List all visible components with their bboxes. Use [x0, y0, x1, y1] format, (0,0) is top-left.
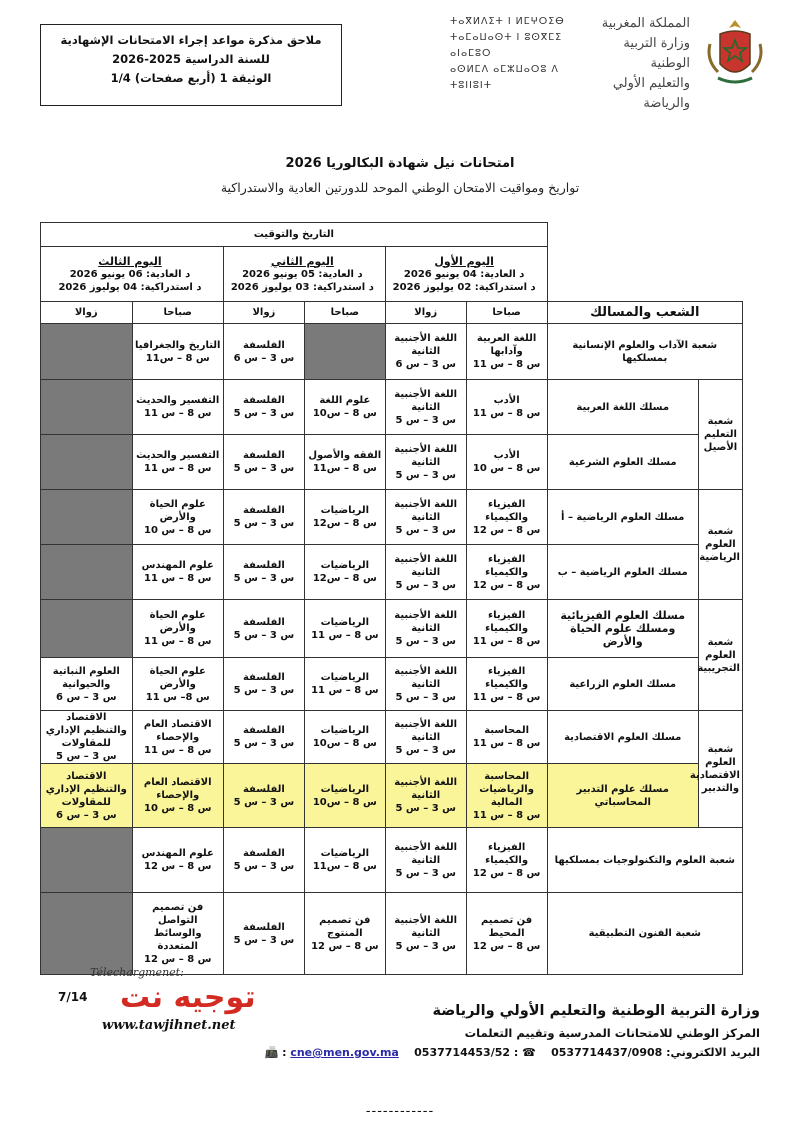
exam-cell [385, 711, 466, 764]
exam-time: س 8 – س 11 [472, 636, 541, 647]
exam-time: س 3 – س 5 [233, 629, 295, 641]
exam-time: س 8 – س 10 [144, 803, 212, 814]
exam-subject: اللغة الأجنبية الثانية [394, 443, 458, 468]
exam-cell [466, 380, 547, 435]
exam-subject: الفلسفة [242, 848, 285, 859]
exam-subject: الفيزياء والكيمياء [485, 665, 529, 690]
stream-riyadiya: شعبة العلوم الرياضية [698, 490, 742, 600]
exam-cell [466, 658, 547, 711]
track-math-a: مسلك العلوم الرياضية – أ [547, 490, 698, 545]
day-1-morning-header: صباحا [466, 302, 547, 324]
exam-subject: علوم الحياة والأرض [149, 498, 206, 523]
exam-cell [132, 828, 223, 893]
exam-subject: فن تصميم التواصل والوسائط المتعددة [152, 902, 204, 952]
exam-time: س 3 – س 6 [395, 359, 456, 370]
exam-cell [385, 435, 466, 490]
exam-time: س 3 – س 5 [233, 518, 295, 529]
download-label: Télechargmenet: [90, 966, 184, 979]
exam-cell [223, 658, 304, 711]
exam-time: س 3 – س 5 [395, 744, 456, 756]
empty-exam-cell [41, 380, 133, 435]
exam-time: س 8 – س 11 [472, 738, 541, 749]
page-end-dashes: ------------ [365, 1104, 435, 1119]
stream-asil: شعبة التعليم الأصيل [698, 380, 742, 490]
empty-exam-cell [41, 893, 133, 975]
kingdom-emblem-icon [700, 14, 770, 94]
table-row [41, 600, 743, 658]
exam-cell [223, 600, 304, 658]
exam-subject: الرياضيات [320, 672, 370, 683]
reference-line-3: الوثيقة 1 (أربع صفحات) 1/4 [110, 71, 272, 85]
track-economics: مسلك العلوم الاقتصادية [547, 711, 698, 764]
exam-subject: الأدب [493, 450, 520, 461]
exam-cell [304, 380, 385, 435]
exam-cell [466, 490, 547, 545]
exam-time: س 3 – س 6 [56, 691, 117, 703]
exam-cell [385, 893, 466, 975]
exam-time: س 8 – س 12 [311, 941, 379, 952]
exam-time: س 8 – س 12 [144, 861, 212, 872]
reference-line-2: للسنة الدراسية 2025-2026 [112, 52, 270, 66]
exam-time: س 8 – س 11 [472, 359, 541, 370]
exam-subject: التفسير والحديث [136, 450, 220, 461]
stream-tajribiya: شعبة العلوم التجريبية [698, 600, 742, 711]
empty-exam-cell [41, 435, 133, 490]
exam-cell [466, 600, 547, 658]
exam-cell [466, 435, 547, 490]
exam-subject: الرياضيات [320, 505, 370, 516]
exam-cell [223, 893, 304, 975]
exam-cell [385, 545, 466, 600]
exam-cell [132, 490, 223, 545]
exam-subject: علوم اللغة [319, 395, 371, 406]
day-3-name: اليوم الثالث [98, 254, 162, 268]
exam-cell [304, 658, 385, 711]
tifinagh-line-3: ⴰⵙⵍⵎⴷ ⴰⵎⵣⵡⴰⵔⵓ ⴷ ⵜⵓⵏⵏⵓⵏⵜ [450, 64, 559, 91]
exam-time: س 3 – س 6 [233, 352, 295, 364]
exam-time: س 8– س 11 [145, 691, 210, 703]
exam-cell [223, 545, 304, 600]
exam-time: س 3 – س 5 [233, 934, 295, 946]
kingdom-name: المملكة المغربية [601, 16, 690, 31]
table-row [41, 324, 743, 380]
exam-cell [132, 435, 223, 490]
date-time-header: التاريخ والتوقيت [41, 223, 548, 247]
email-link[interactable]: cne@men.gov.ma [290, 1046, 399, 1059]
site-link[interactable]: www.tawjihnet.net [102, 1018, 236, 1033]
exam-subject: الاقتصاد والتنظيم الإداري للمقاولات [45, 712, 127, 749]
exam-subject: اللغة الأجنبية الثانية [394, 718, 458, 743]
exam-time: س 8 – س 11 [472, 809, 541, 821]
exam-cell [223, 490, 304, 545]
exam-time: س 3 – س 5 [395, 414, 456, 426]
stream-adab: شعبة الآداب والعلوم الإنسانية بمسلكيها [547, 324, 742, 380]
exam-time: س 3 – س 5 [395, 803, 456, 814]
empty-exam-cell [41, 490, 133, 545]
exam-cell [223, 828, 304, 893]
exam-subject: الفلسفة [242, 672, 285, 683]
exam-time: س 8 – س10 [312, 796, 377, 808]
exam-time: س 8 – س 10 [472, 463, 541, 474]
exam-subject: الاقتصاد والتنظيم الإداري للمقاولات [45, 770, 127, 808]
exam-cell [41, 658, 133, 711]
exam-subject: الاقتصاد العام والإحصاء [143, 777, 212, 801]
phone-number: 0537714453/52 : ☎ [414, 1046, 536, 1059]
exam-time: س 3 – س 5 [395, 941, 456, 952]
exam-subject: التاريخ والجغرافيا [134, 339, 221, 351]
exam-subject: الرياضيات [320, 725, 370, 736]
exam-cell [304, 435, 385, 490]
exam-cell [466, 711, 547, 764]
exam-subject: علوم الحياة والأرض [149, 610, 206, 634]
exam-time: س 8 – س 11 [144, 463, 212, 474]
exam-cell [385, 324, 466, 380]
exam-subject: العلوم النباتية والحيوانية [52, 665, 120, 690]
exam-cell [466, 324, 547, 380]
exam-cell [132, 545, 223, 600]
exam-subject: فن تصميم المحيط [480, 915, 533, 939]
tifinagh-line-1: ⵜⴰⴳⵍⴷⵉⵜ ⵏ ⵍⵎⵖⵔⵉⴱ [450, 16, 565, 27]
track-sharia: مسلك العلوم الشرعية [547, 435, 698, 490]
empty-exam-cell [41, 324, 133, 380]
fax-number: 0537714437/0908 : 📠 [264, 1046, 663, 1059]
exam-cell [385, 658, 466, 711]
document-reference-box [40, 24, 342, 106]
day-2-normal-date: د العادية: 05 يونيو 2026 [242, 268, 363, 280]
exam-time: س 8 – س10 [312, 738, 377, 749]
exam-subject: الفلسفة [242, 921, 285, 933]
exam-time: س 3 – س 5 [395, 524, 456, 536]
day-3-morning-header: صباحا [132, 302, 223, 324]
exam-subject: المحاسبة [484, 725, 530, 736]
reference-line-1: ملاحق مذكرة مواعد إجراء الامتحانات الإشهادية [60, 33, 322, 47]
exam-subject: التفسير والحديث [136, 395, 220, 406]
exam-subject: اللغة الأجنبية الثانية [394, 665, 458, 690]
exam-time: س 3 – س 5 [395, 579, 456, 591]
exam-subject: علوم الحياة والأرض [149, 665, 206, 690]
email-label: البريد الالكتروني: [666, 1046, 760, 1059]
table-row [41, 545, 743, 600]
empty-exam-cell [41, 828, 133, 893]
exam-subject: الرياضيات [320, 616, 370, 628]
table-row [41, 828, 743, 893]
table-row [41, 380, 743, 435]
exam-cell [132, 324, 223, 380]
exam-subject: اللغة الأجنبية الثانية [394, 388, 458, 413]
exam-time: س 8 – س 11 [472, 408, 541, 419]
exam-cell [304, 545, 385, 600]
exam-time: س 3 – س 5 [395, 867, 456, 879]
track-agri: مسلك العلوم الزراعية [547, 658, 698, 711]
day-1-header [385, 247, 547, 302]
exam-cell [223, 324, 304, 380]
exam-cell [385, 600, 466, 658]
exam-subject: الفلسفة [242, 783, 285, 795]
day-1-afternoon-header: زوالا [385, 302, 466, 324]
ministry-name: وزارة التربية الوطنية [623, 36, 690, 71]
exam-time: س 3 – س 5 [395, 691, 456, 703]
exam-subject: الفيزياء والكيمياء [485, 610, 529, 634]
exam-subject: اللغة الأجنبية الثانية [394, 498, 458, 523]
day-1-name: اليوم الأول [434, 254, 494, 268]
exam-time: س 3 – س 5 [233, 573, 295, 584]
empty-corner [547, 223, 742, 302]
exam-subject: علوم المهندس [141, 560, 214, 571]
day-2-afternoon-header: زوالا [223, 302, 304, 324]
exam-cell [304, 711, 385, 764]
exam-cell [304, 600, 385, 658]
exam-time: س 3 – س 5 [233, 685, 295, 696]
exam-time: س 3 – س 5 [395, 469, 456, 481]
exam-time: س 8 – س11 [312, 861, 377, 872]
day-2-morning-header: صباحا [304, 302, 385, 324]
exam-cell [41, 711, 133, 764]
exam-subject: اللغة العربية وآدابها [476, 333, 537, 357]
exam-time: س 3 – س 6 [56, 809, 117, 821]
exam-time: س 8 – س 12 [472, 941, 541, 952]
exam-cell [223, 380, 304, 435]
stream-iqtisadiya: شعبة العلوم الاقتصادية والتدبير [698, 711, 742, 828]
exam-subject: الفلسفة [242, 450, 285, 461]
exam-time: س 8 – س10 [312, 408, 377, 419]
track-math-b: مسلك العلوم الرياضية – ب [547, 545, 698, 600]
exam-schedule-table [40, 222, 743, 975]
day-2-header [223, 247, 385, 302]
track-physics-svt: مسلك العلوم الفيزيائية ومسلك علوم الحياة والأرض [547, 600, 698, 658]
exam-time: س 8 – س11 [145, 352, 210, 364]
exam-subject: الفيزياء والكيمياء [485, 841, 529, 866]
exam-cell [385, 380, 466, 435]
exam-subject: المحاسبة والرياضيات المالية [479, 770, 534, 808]
exam-subject: اللغة الأجنبية الثانية [394, 333, 458, 357]
empty-exam-cell [41, 600, 133, 658]
exam-cell [304, 893, 385, 975]
exam-subject: اللغة الأجنبية الثانية [394, 915, 458, 939]
empty-exam-cell [41, 545, 133, 600]
exam-cell [385, 764, 466, 828]
stream-arts: شعبة الفنون التطبيقية [547, 893, 742, 975]
exam-subject: علوم المهندس [141, 848, 214, 859]
day-3-normal-date: د العادية: 06 يونيو 2026 [69, 268, 191, 280]
exam-cell [385, 490, 466, 545]
exam-time: س 8 – س 11 [144, 636, 212, 647]
exam-subject: الفيزياء والكيمياء [485, 553, 529, 578]
exam-subject: الفلسفة [242, 395, 285, 406]
exam-subject: اللغة الأجنبية الثانية [394, 841, 458, 866]
table-row [41, 764, 743, 828]
ministry-name-2: والتعليم الأولي والرياضة [612, 76, 690, 111]
site-logo: توجيه نت [120, 980, 256, 1015]
ministry-heading [450, 14, 770, 111]
exam-cell [304, 764, 385, 828]
day-2-name: اليوم الثاني [270, 254, 334, 268]
exam-cell [132, 764, 223, 828]
exam-time: س 3 – س 5 [56, 751, 117, 762]
day-2-catchup-date: د استدراكية: 03 يوليوز 2026 [230, 281, 374, 293]
exam-subject: اللغة الأجنبية الثانية [394, 610, 458, 634]
exam-subject: الفلسفة [242, 725, 285, 736]
exam-subject: الرياضيات [320, 848, 370, 859]
exam-subject: الفلسفة [242, 560, 285, 571]
exam-time: س 8 – س 12 [472, 524, 541, 536]
exam-subject: الفلسفة [242, 505, 285, 516]
track-accounting: مسلك علوم التدبير المحاسباتي [547, 764, 698, 828]
table-row [41, 893, 743, 975]
table-row [41, 435, 743, 490]
exam-subject: فن تصميم المنتوج [319, 915, 371, 939]
page-title: امتحانات نيل شهادة البكالوريا 2026 [285, 156, 515, 171]
page-number: 7/14 [58, 990, 88, 1004]
exam-time: س 3 – س 5 [233, 463, 295, 474]
exam-subject: الفلسفة [242, 616, 285, 628]
exam-cell [466, 764, 547, 828]
exam-cell [132, 893, 223, 975]
empty-exam-cell [304, 324, 385, 380]
exam-time: س 8 – س 11 [311, 685, 379, 696]
day-3-catchup-date: د استدراكية: 04 يوليوز 2026 [58, 281, 202, 293]
exam-cell [304, 490, 385, 545]
exam-cell [41, 764, 133, 828]
footer-center: المركز الوطني للامتحانات المدرسية وتقييم التعلمات [464, 1026, 760, 1040]
exam-cell [132, 711, 223, 764]
table-row [41, 711, 743, 764]
day-1-catchup-date: د استدراكية: 02 يوليوز 2026 [392, 281, 536, 293]
exam-subject: الرياضيات [320, 560, 370, 571]
exam-subject: الفلسفة [242, 339, 285, 351]
exam-cell [132, 600, 223, 658]
exam-subject: اللغة الأجنبية الثانية [394, 553, 458, 578]
exam-time: س 8 – س12 [312, 518, 377, 529]
exam-subject: الأدب [493, 395, 520, 406]
exam-time: س 8 – س 11 [144, 408, 212, 419]
exam-time: س 8 – س 12 [472, 867, 541, 879]
day-1-normal-date: د العادية: 04 يونيو 2026 [403, 268, 525, 280]
exam-subject: اللغة الأجنبية الثانية [394, 777, 458, 801]
track-arabic: مسلك اللغة العربية [547, 380, 698, 435]
exam-cell [223, 764, 304, 828]
table-row [41, 490, 743, 545]
table-row [41, 658, 743, 711]
exam-cell [466, 545, 547, 600]
exam-cell [132, 658, 223, 711]
exam-time: س 8 – س 11 [144, 744, 212, 756]
footer-ministry: وزارة التربية الوطنية والتعليم الأولي والرياضة [432, 1003, 760, 1019]
exam-cell [304, 828, 385, 893]
exam-cell [132, 380, 223, 435]
exam-cell [466, 828, 547, 893]
exam-subject: الرياضيات [320, 783, 370, 795]
exam-time: س 3 – س 5 [233, 408, 295, 419]
exam-time: س 8 – س 10 [144, 524, 212, 536]
exam-cell [223, 711, 304, 764]
exam-time: س 8 – س12 [312, 573, 377, 584]
streams-header: الشعب والمسالك [547, 302, 742, 324]
exam-time: س 3 – س 5 [395, 636, 456, 647]
exam-time: س 8 – س 11 [311, 629, 379, 641]
exam-subject: الفيزياء والكيمياء [485, 498, 529, 523]
exam-time: س 3 – س 5 [233, 738, 295, 749]
page-subtitle: تواريخ ومواقيت الامتحان الوطني الموحد للدورتين العادية والاستدراكية [220, 180, 580, 195]
exam-time: س 3 – س 5 [233, 861, 295, 872]
exam-cell [466, 893, 547, 975]
exam-time: س 8 – س 12 [472, 579, 541, 591]
exam-time: س 8 – س 11 [144, 573, 212, 584]
day-3-afternoon-header: زوالا [41, 302, 133, 324]
exam-cell [385, 828, 466, 893]
exam-time: س 8 – س 11 [472, 691, 541, 703]
exam-subject: الاقتصاد العام والإحصاء [143, 718, 212, 743]
day-3-header [41, 247, 224, 302]
exam-time: س 8 – س11 [312, 463, 377, 474]
tifinagh-line-2: ⵜⴰⵎⴰⵡⴰⵙⵜ ⵏ ⵓⵙⴳⵎⵉ ⴰⵏⴰⵎⵓⵔ [450, 32, 563, 59]
footer-contact [265, 1046, 760, 1059]
exam-cell [223, 435, 304, 490]
exam-time: س 8 – س 12 [144, 954, 212, 965]
exam-subject: الفقه والأصول [308, 450, 382, 461]
exam-time: س 3 – س 5 [233, 796, 295, 808]
stream-tech: شعبة العلوم والتكنولوجيات بمسلكيها [547, 828, 742, 893]
